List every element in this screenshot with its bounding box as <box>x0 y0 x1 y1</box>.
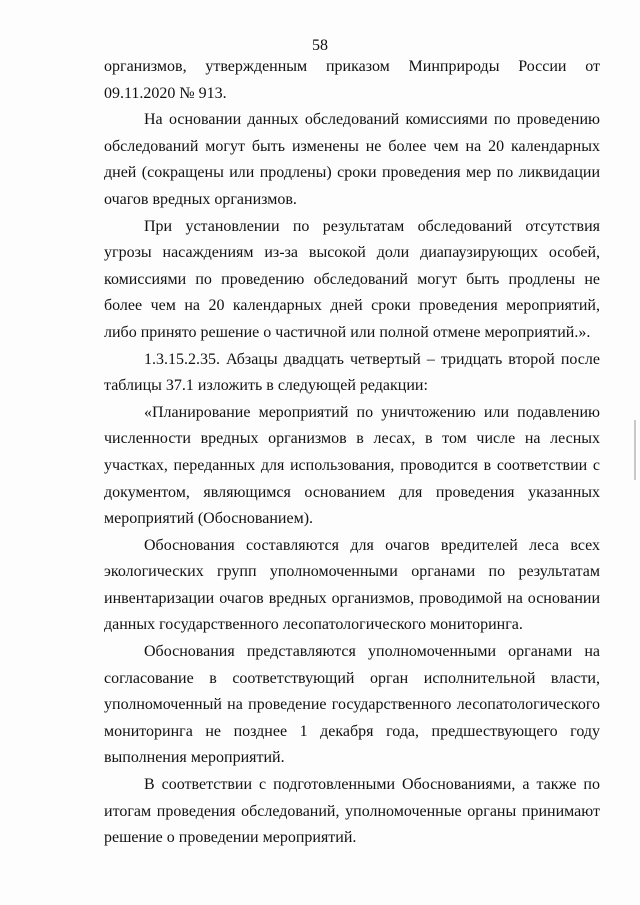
document-body <box>104 54 600 852</box>
paragraph-justification-approval: Обоснования представляются уполномоченными органами на согласование в соответствующий орган исполнительной власти, уполномоченный на проведение государственного лесопатологического мониторинга не позднее 1 декабря года, предшествующего году выполнения мероприятий. <box>104 643 600 767</box>
paragraph-survey-changes: На основании данных обследований комиссиями по проведению обследований могут быть изменены не более чем на 20 календарных дней (сокращены или продлены) сроки проведения мер по ликвидации очагов вредных организмов. <box>104 111 600 208</box>
paragraph-continuation: организмов, утвержденным приказом Минприроды России от 09.11.2020 № 913. <box>104 58 600 102</box>
paragraph-amendment-clause: 1.3.15.2.35. Абзацы двадцать четвертый – тридцать второй после таблицы 37.1 изложить в следующей редакции: <box>104 350 600 395</box>
paragraph-threat-absence: При установлении по результатам обследований отсутствия угрозы насаждениям из-за высокой доли диапаузирующих особей, комиссиями по проведению обследований могут быть продлены не более чем на 20 календарных дней сроки проведения мероприятий, либо принято решение о частичной или полной отмене мероприятий.». <box>104 217 600 341</box>
scan-edge-mark <box>634 420 636 480</box>
paragraph-justification-drafting: Обоснования составляются для очагов вредителей леса всех экологических групп уполномоченными органами по результатам инвентаризации очагов вредных организмов, проводимой на основании данных государственного лесопатологического мониторинга. <box>104 536 600 634</box>
paragraph-planning: «Планирование мероприятий по уничтожению или подавлению численности вредных организмов в лесах, в том числе на лесных участках, переданных для использования, проводится в соответствии с документом, являющимся основанием для проведения указанных мероприятий (Обоснованием). <box>104 403 600 528</box>
page-number: 58 <box>312 37 328 54</box>
paragraph-decision: В соответствии с подготовленными Обоснованиями, а также по итогам проведения обследований, уполномоченные органы принимают решение о проведении мероприятий. <box>104 776 600 847</box>
